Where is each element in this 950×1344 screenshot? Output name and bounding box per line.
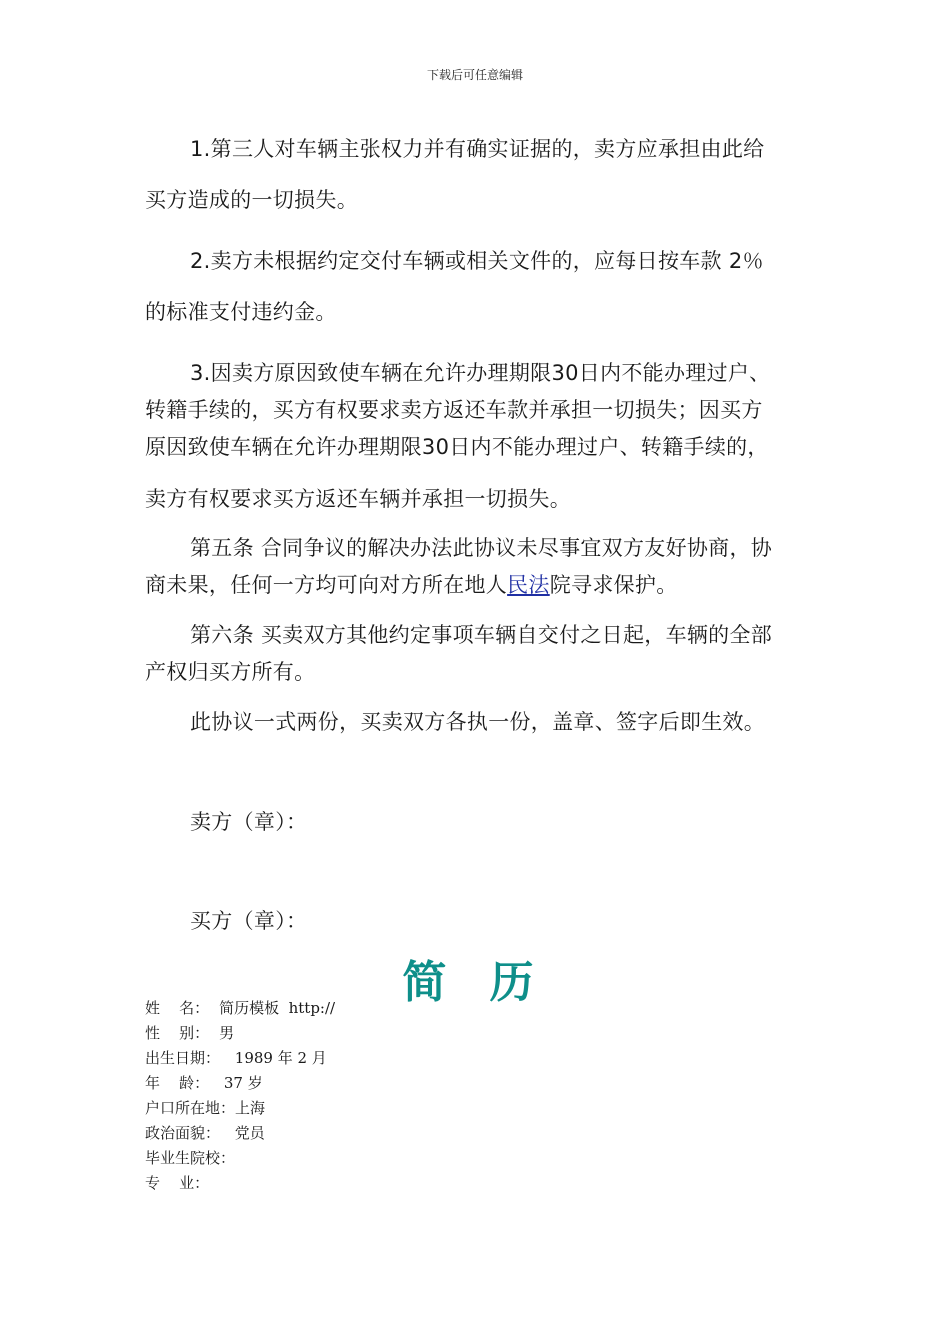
resume-label: 专 业： xyxy=(145,1174,210,1192)
article-5-line-2 xyxy=(145,575,678,596)
seller-signature-label: 卖方（章）： xyxy=(190,810,308,834)
clause-1-text: 第三人对车辆主张权力并有确实证据的，卖方应承担由此给 xyxy=(210,137,765,161)
clause-1-number: 1. xyxy=(190,137,211,161)
resume-field-gender xyxy=(145,1026,234,1041)
resume-title: 简 历 xyxy=(402,957,548,1008)
clause-3-text-d: 日内不能办理过户、转籍手续的， xyxy=(449,435,769,459)
resume-label: 户口所在地： xyxy=(145,1099,236,1117)
article-5-line-1: 第五条 合同争议的解决办法此协议未尽事宜双方友好协商，协 xyxy=(190,536,773,560)
article-5-text-b: 院寻求保护。 xyxy=(549,573,678,597)
resume-field-birthdate xyxy=(145,1051,327,1066)
clause-3-text-b: 日内不能办理过户、 xyxy=(578,361,771,385)
resume-label: 年 龄： xyxy=(145,1074,210,1092)
resume-field-hukou xyxy=(145,1101,265,1116)
clause-2-number: 2. xyxy=(190,249,211,273)
clause-3-line-2: 转籍手续的，买方有权要求卖方返还车款并承担一切损失；因买方 xyxy=(145,398,763,422)
resume-value: 党员 xyxy=(230,1124,265,1142)
resume-label: 毕业生院校： xyxy=(145,1149,236,1167)
court-link[interactable]: 民法 xyxy=(507,573,550,597)
article-5-text-a: 商未果，任何一方均可向对方所在地人 xyxy=(145,573,508,597)
clause-2-line-1 xyxy=(190,251,764,272)
resume-label: 政治面貌： xyxy=(145,1124,221,1142)
resume-field-age xyxy=(145,1076,263,1091)
clause-1-line-2: 买方造成的一切损失。 xyxy=(145,188,358,212)
resume-field-major xyxy=(145,1176,219,1191)
resume-field-political xyxy=(145,1126,265,1141)
resume-value: 男 xyxy=(219,1024,235,1042)
resume-value: 简历模板 http:// xyxy=(219,999,336,1017)
clause-3-line-1 xyxy=(190,363,770,384)
article-6-line-2: 产权归买方所有。 xyxy=(145,660,316,684)
clause-2-text: 卖方未根据约定交付车辆或相关文件的，应每日按车款 xyxy=(210,249,722,273)
resume-value: 上海 xyxy=(235,1099,266,1117)
article-6-line-1: 第六条 买卖双方其他约定事项车辆自交付之日起，车辆的全部 xyxy=(190,623,773,647)
buyer-signature-label: 买方（章）： xyxy=(190,909,308,933)
page-header-note: 下载后可任意编辑 xyxy=(426,68,523,82)
resume-field-school xyxy=(145,1151,245,1166)
clause-3-text-a: 因卖方原因致使车辆在允许办理期限 xyxy=(210,361,552,385)
clause-3-line-4: 卖方有权要求买方返还车辆并承担一切损失。 xyxy=(145,487,571,511)
clause-3-number: 3. xyxy=(190,361,211,385)
resume-label: 性 别： xyxy=(145,1024,210,1042)
resume-label: 出生日期： xyxy=(145,1049,221,1067)
resume-value: 37 岁 xyxy=(219,1074,263,1092)
clause-3-text-c: 原因致使车辆在允许办理期限 xyxy=(145,435,422,459)
clause-3-days-1: 30 xyxy=(551,361,579,385)
resume-label: 姓 名： xyxy=(145,999,210,1017)
closing-statement: 此协议一式两份，买卖双方各执一份，盖章、签字后即生效。 xyxy=(190,710,766,734)
clause-1-line-1 xyxy=(190,139,764,160)
clause-2-rate: 2％ xyxy=(728,249,764,273)
clause-3-line-3 xyxy=(145,437,769,458)
clause-3-days-2: 30 xyxy=(421,435,450,459)
resume-field-name xyxy=(145,1001,335,1016)
resume-value: 1989 年 2 月 xyxy=(230,1049,327,1067)
clause-2-line-2: 的标准支付违约金。 xyxy=(145,300,337,324)
